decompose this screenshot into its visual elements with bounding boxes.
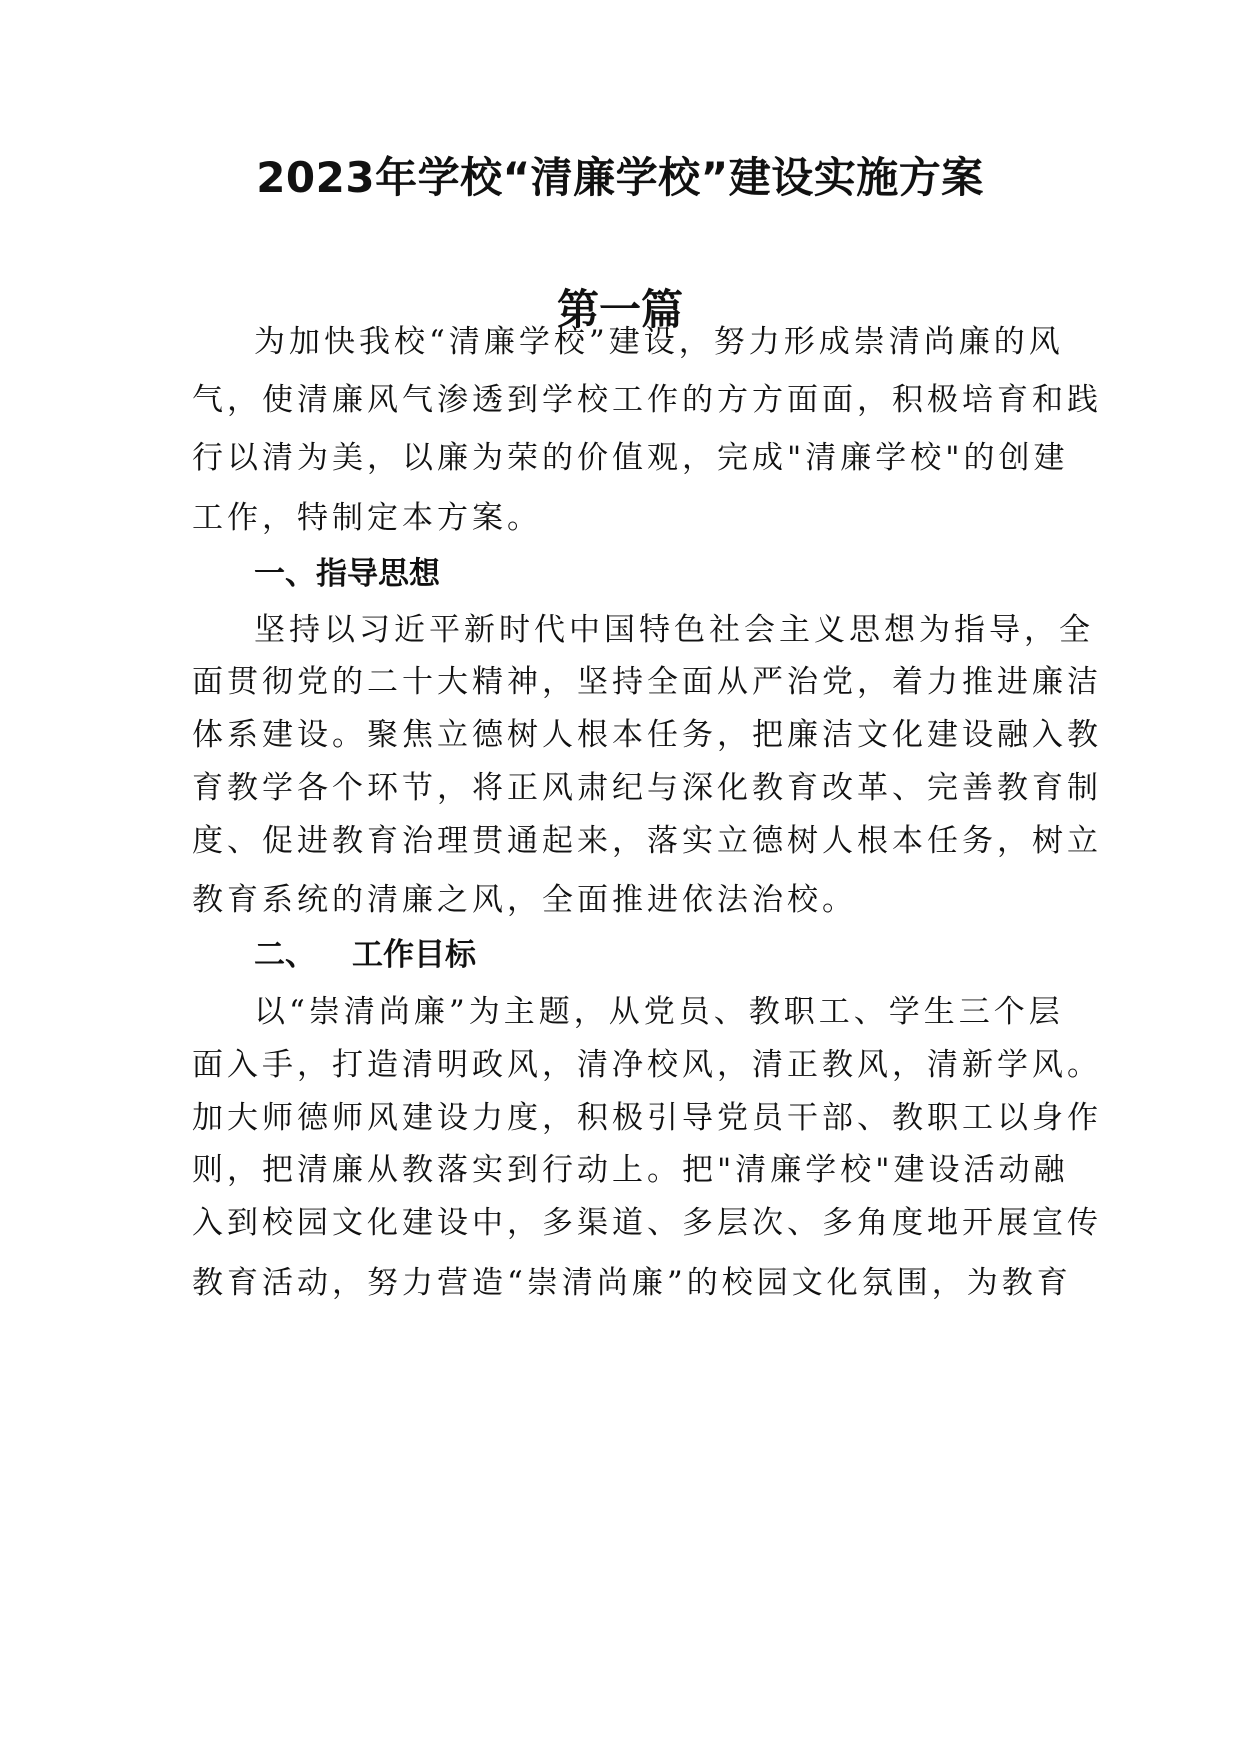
section2-line-3: 加大师德师风建设力度，积极引导党员干部、教职工以身作 [192,1100,1102,1136]
section2-line-6: 教育活动，努力营造“崇清尚廉”的校园文化氛围，为教育 [192,1265,1072,1301]
section1-line-5: 度、促进教育治理贯通起来，落实立德树人根本任务，树立 [192,823,1102,859]
section2-heading [254,933,476,977]
intro-line-3: 行以清为美，以廉为荣的价值观，完成"清廉学校"的创建 [192,440,1069,476]
section1-line-1: 坚持以习近平新时代中国特色社会主义思想为指导，全 [254,612,1094,648]
section2-line-2: 面入手，打造清明政风，清净校风，清正教风，清新学风。 [192,1047,1102,1083]
section2-line-5: 入到校园文化建设中，多渠道、多层次、多角度地开展宣传 [192,1205,1102,1241]
section2-heading-number: 二、 [254,937,316,973]
section2-line-4: 则，把清廉从教落实到行动上。把"清廉学校"建设活动融 [192,1152,1069,1188]
section1-line-4: 育教学各个环节，将正风肃纪与深化教育改革、完善教育制 [192,770,1102,806]
section1-line-6: 教育系统的清廉之风，全面推进依法治校。 [192,882,857,918]
section2-line-1: 以“崇清尚廉”为主题，从党员、教职工、学生三个层 [254,994,1064,1030]
section1-line-2: 面贯彻党的二十大精神，坚持全面从严治党，着力推进廉洁 [192,664,1102,700]
section2-heading-text: 工作目标 [352,937,476,973]
document-subtitle: 第一篇 [556,285,683,334]
intro-line-1: 为加快我校“清廉学校”建设，努力形成崇清尚廉的风 [254,324,1064,360]
section1-line-3: 体系建设。聚焦立德树人根本任务，把廉洁文化建设融入教 [192,717,1102,753]
section1-heading: 一、指导思想 [254,556,440,592]
document-title: 2023年学校“清廉学校”建设实施方案 [256,153,984,202]
intro-line-2: 气，使清廉风气渗透到学校工作的方方面面，积极培育和践 [192,382,1102,418]
intro-line-4: 工作，特制定本方案。 [192,500,542,536]
